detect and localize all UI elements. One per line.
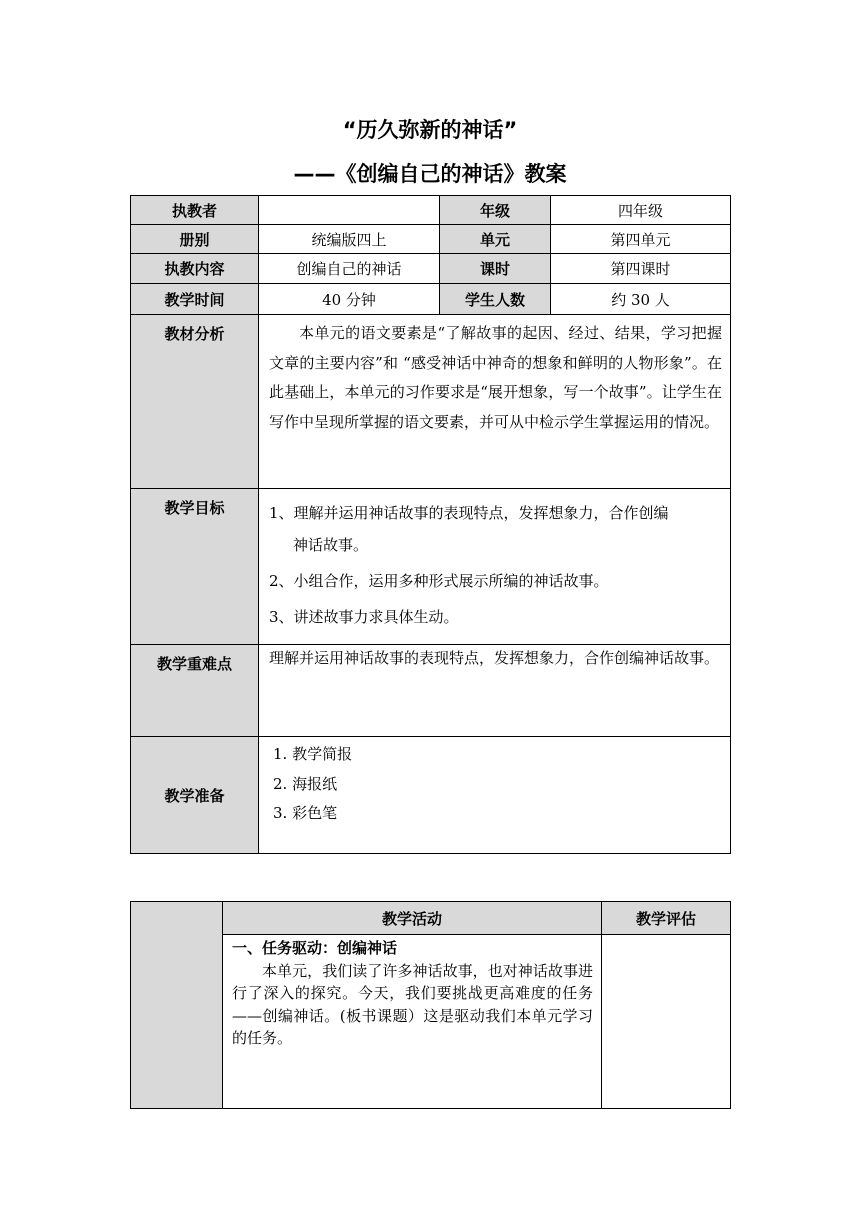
analysis-text: 本单元的语文要素是“了解故事的起因、经过、结果，学习把握文章的主要内容”和 “感受神话中神奇的想象和鲜明的人物形象”。在此基础上，本单元的习作要求是“展开想象，写一个故事”。让学生在写作中呈现所掌握的语文要素，并可从中检示学生掌握运用的情况。 [269, 324, 722, 431]
students-label: 学生人数 [440, 284, 551, 315]
goal-item-2: 2、小组合作，运用多种形式展示所编的神话故事。 [269, 572, 609, 590]
evaluation-cell [602, 935, 731, 1109]
goal-item-1: 1、理解并运用神话故事的表现特点，发挥想象力，合作创编 [269, 504, 669, 522]
grade-value: 四年级 [551, 196, 731, 225]
analysis-label: 教材分析 [131, 315, 259, 489]
preparation-item: 3. 彩色笔 [273, 804, 338, 822]
goal-item-3: 3、讲述故事力求具体生动。 [269, 608, 459, 626]
grade-label: 年级 [440, 196, 551, 225]
lesson-info-table [130, 195, 731, 854]
preparation-item: 1. 教学简报 [273, 745, 353, 763]
evaluation-header: 教学评估 [602, 902, 731, 935]
key-points-label: 教学重难点 [131, 645, 259, 737]
analysis-cell [259, 315, 731, 489]
section-title: 一、任务驱动：创编神话 [232, 939, 398, 957]
document-subtitle: ——《创编自己的神话》教案 [293, 162, 567, 186]
section-text: 本单元，我们读了许多神话故事，也对神话故事进行了深入的探究。今天，我们要挑战更高难度的任务——创编神话。(板书课题）这是驱动我们本单元学习的任务。 [232, 961, 593, 1047]
time-label: 教学时间 [131, 284, 259, 315]
teacher-label: 执教者 [131, 196, 259, 225]
teacher-value [259, 196, 440, 225]
activity-header: 教学活动 [223, 902, 602, 935]
volume-label: 册别 [131, 225, 259, 254]
goal-item-1-cont: 神话故事。 [293, 536, 369, 554]
activity-cell [223, 935, 602, 1109]
volume-value: 统编版四上 [259, 225, 440, 254]
activities-side-cell [131, 902, 223, 1109]
time-value: 40 分钟 [259, 284, 440, 315]
goals-label: 教学目标 [131, 489, 259, 645]
unit-value: 第四单元 [551, 225, 731, 254]
students-value: 约 30 人 [551, 284, 731, 315]
preparation-cell [259, 737, 731, 854]
unit-label: 单元 [440, 225, 551, 254]
preparation-label: 教学准备 [131, 737, 259, 854]
preparation-item: 2. 海报纸 [273, 774, 338, 793]
content-value: 创编自己的神话 [259, 254, 440, 284]
period-value: 第四课时 [551, 254, 731, 284]
period-label: 课时 [440, 254, 551, 284]
goals-cell [259, 489, 731, 645]
content-label: 执教内容 [131, 254, 259, 284]
document-title: “历久弥新的神话” [342, 118, 518, 142]
key-points-text: 理解并运用神话故事的表现特点，发挥想象力，合作创编神话故事。 [259, 645, 731, 737]
activities-table [130, 901, 731, 1109]
